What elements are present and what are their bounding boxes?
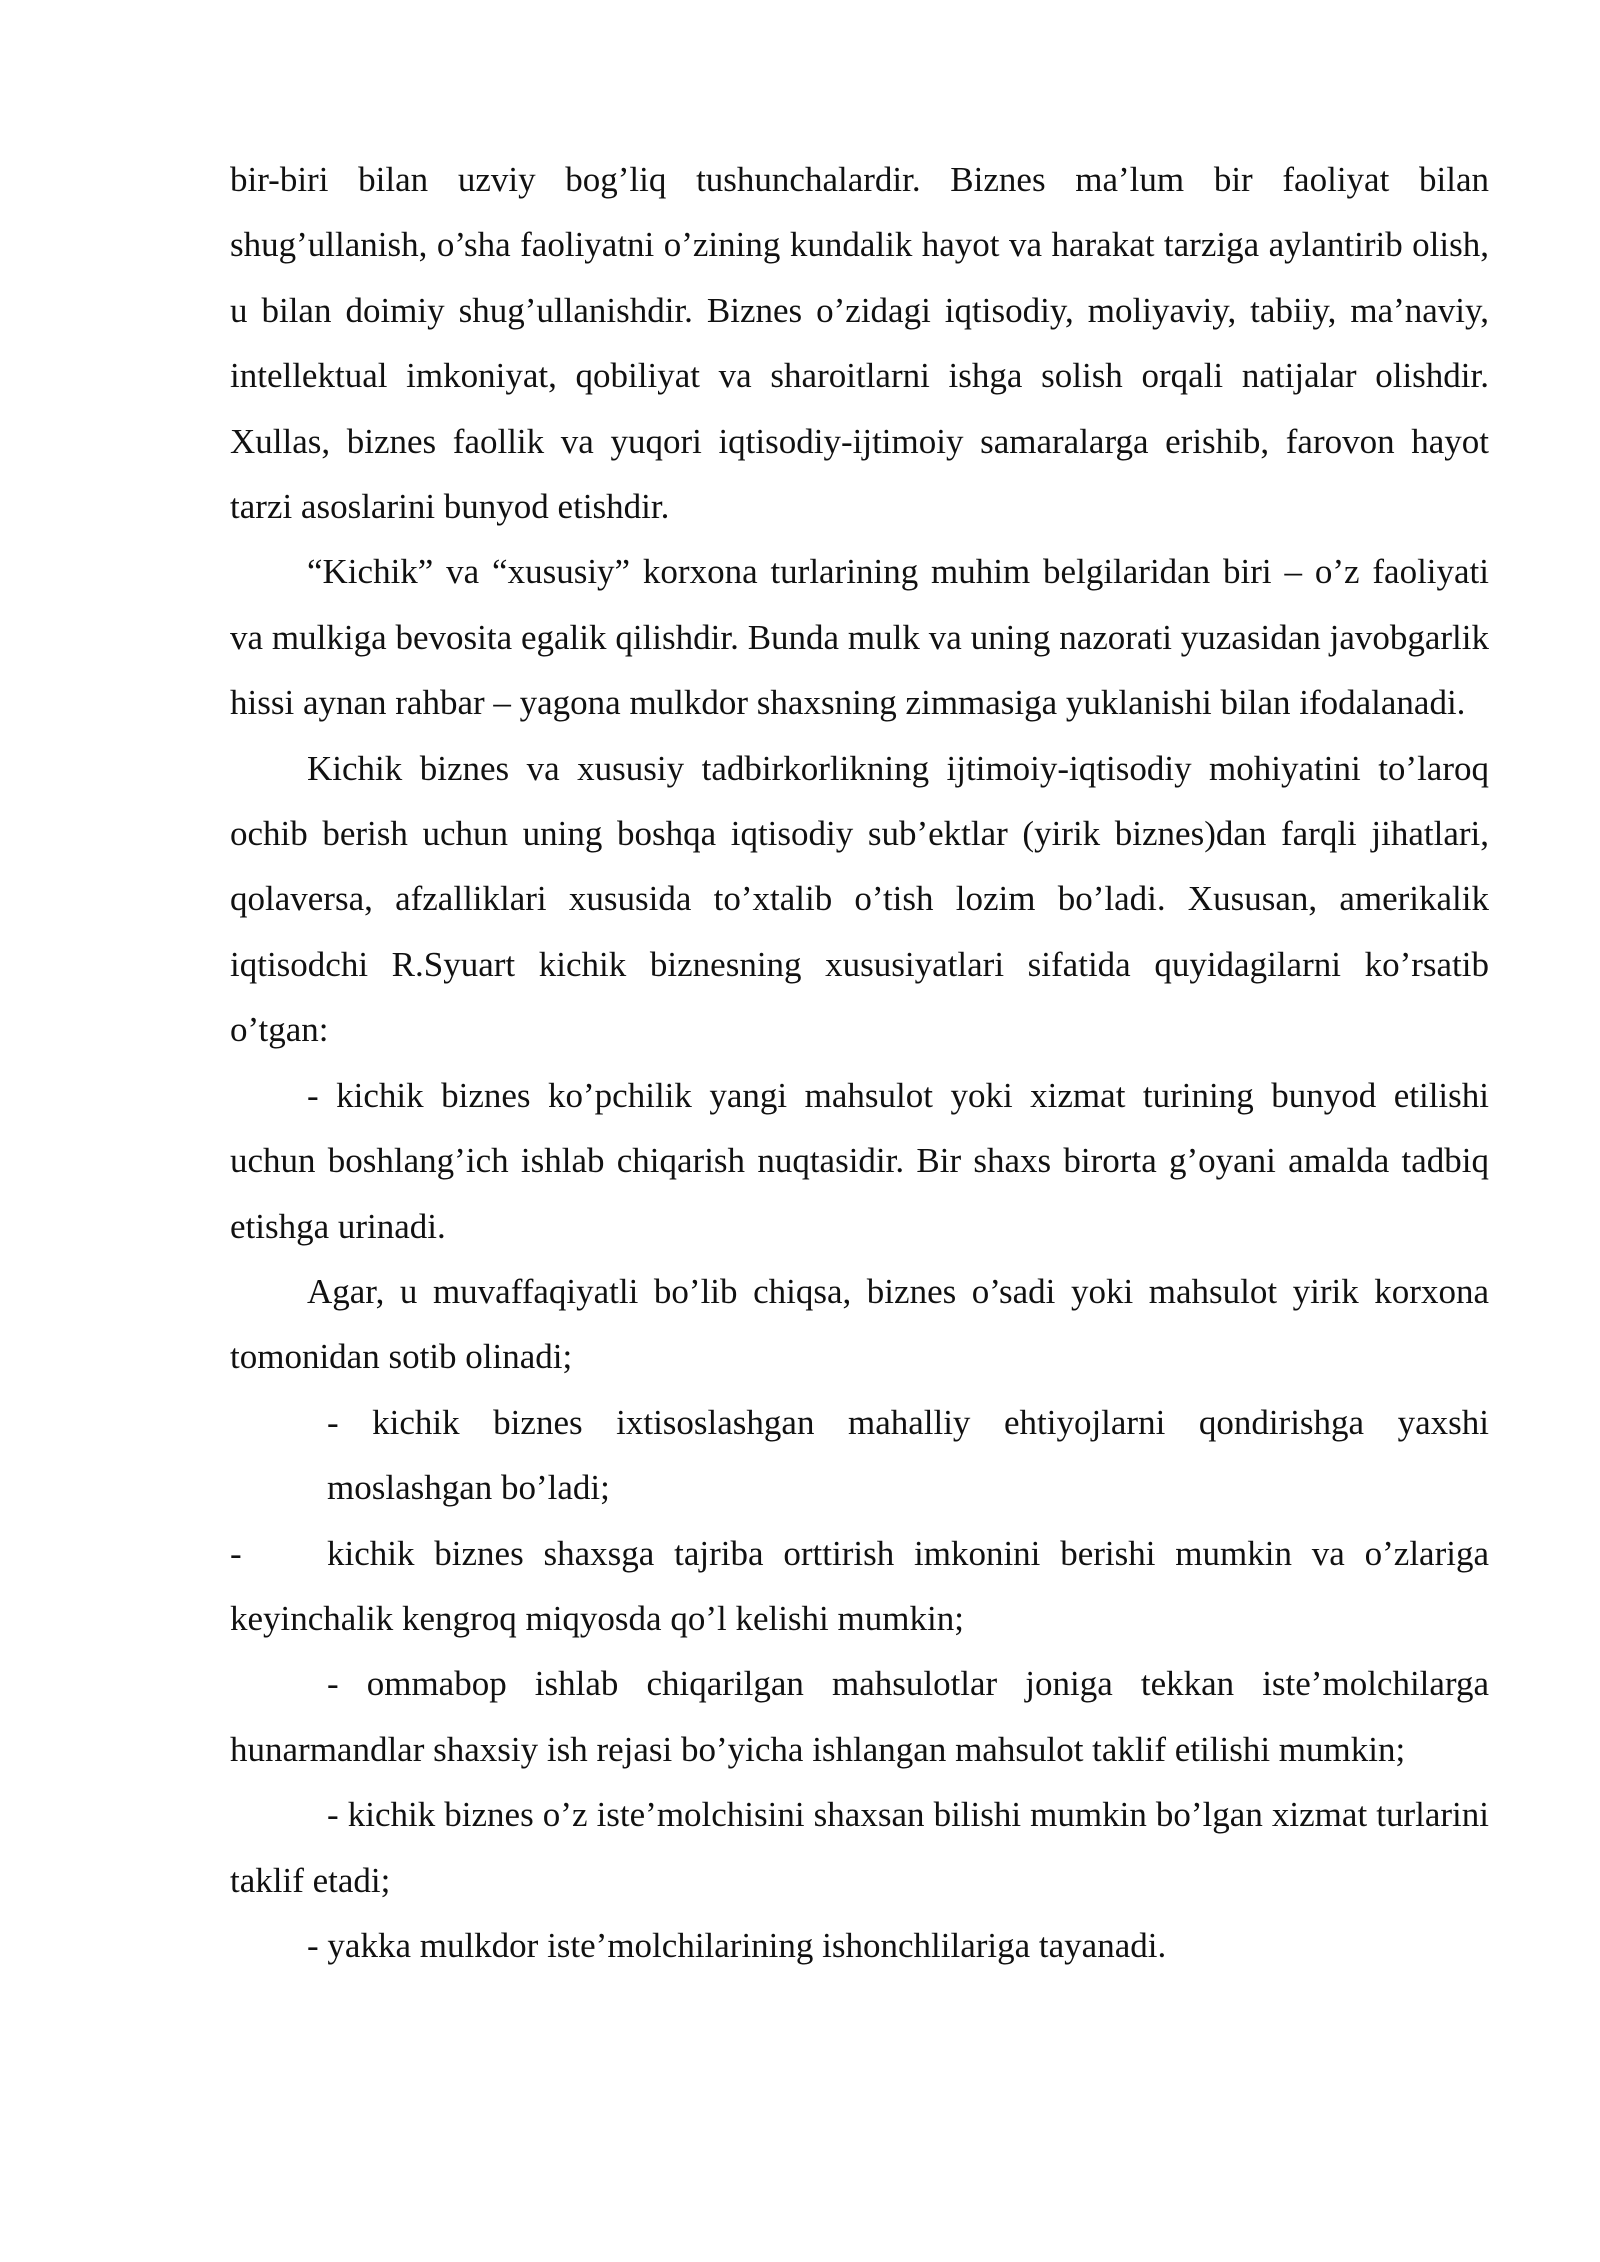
list-item-3-text: kichik biznes shaxsga tajriba orttirish imkonini berishi mumkin va o’zlariga keyinchalik kengroq miqyosda qo’l kelishi mumkin; <box>230 1533 1489 1638</box>
list-dash: - <box>230 1533 242 1573</box>
list-item-4: - ommabop ishlab chiqarilgan mahsulotlar joniga tekkan iste’molchilarga hunarmandlar shaxsiy ish rejasi bo’yicha ishlangan mahsulot taklif etilishi mumkin; <box>230 1664 1489 1769</box>
list-item-2: - kichik biznes ixtisoslashgan mahalliy ehtiyojlarni qondirishga yaxshi moslashgan bo’ladi; <box>327 1402 1489 1508</box>
list-item-1: - kichik biznes ko’pchilik yangi mahsulot yoki xizmat turining bunyod etilishi uchun boshlang’ich ishlab chiqarish nuqtasidir. Bir shaxs birorta g’oyani amalda tadbiq etishga urinadi. <box>230 1075 1489 1246</box>
list-item-5: - kichik biznes o’z iste’molchisini shaxsan bilishi mumkin bo’lgan xizmat turlarini taklif etadi; <box>230 1795 1489 1900</box>
list-item-3 <box>230 1521 1489 1652</box>
body-text <box>230 147 1489 1978</box>
paragraph-1: bir-biri bilan uzviy bog’liq tushunchalardir. Biznes ma’lum bir faoliyat bilan shug’ullanish, o’sha faoliyatni o’zining kundalik hayot va harakat tarziga aylantirib olish, u bilan doimiy shug’ullanishdir. Biznes o’zidagi iqtisodiy, moliyaviy, tabiiy, ma’naviy, intellektual imkoniyat, qobiliyat va sharoitlarni ishga solish orqali natijalar olishdir. Xullas, biznes faollik va yuqori iqtisodiy-ijtimoiy samaralarga erishib, farovon hayot tarzi asoslarini bunyod etishdir. <box>230 160 1489 527</box>
paragraph-3: Kichik biznes va xususiy tadbirkorlikning ijtimoiy-iqtisodiy mohiyatini to’laroq ochib berish uchun uning boshqa iqtisodiy sub’ektlar (yirik biznes)dan farqli jihatlari, qolaversa, afzalliklari xususida to’xtalib o’tish lozim bo’ladi. Xususan, amerikalik iqtisodchi R.Syuart kichik biznesning xususiyatlari sifatida quyidagilarni ko’rsatib o’tgan: <box>230 748 1489 1050</box>
paragraph-4: Agar, u muvaffaqiyatli bo’lib chiqsa, biznes o’sadi yoki mahsulot yirik korxona tomonidan sotib olinadi; <box>230 1271 1489 1377</box>
paragraph-2: “Kichik” va “xususiy” korxona turlarining muhim belgilaridan biri – o’z faoliyati va mulkiga bevosita egalik qilishdir. Bunda mulk va uning nazorati yuzasidan javobgarlik hissi aynan rahbar – yagona mulkdor shaxsning zimmasiga yuklanishi bilan ifodalanadi. <box>230 552 1489 723</box>
list-item-6: - yakka mulkdor iste’molchilarining ishonchlilariga tayanadi. <box>307 1925 1167 1965</box>
